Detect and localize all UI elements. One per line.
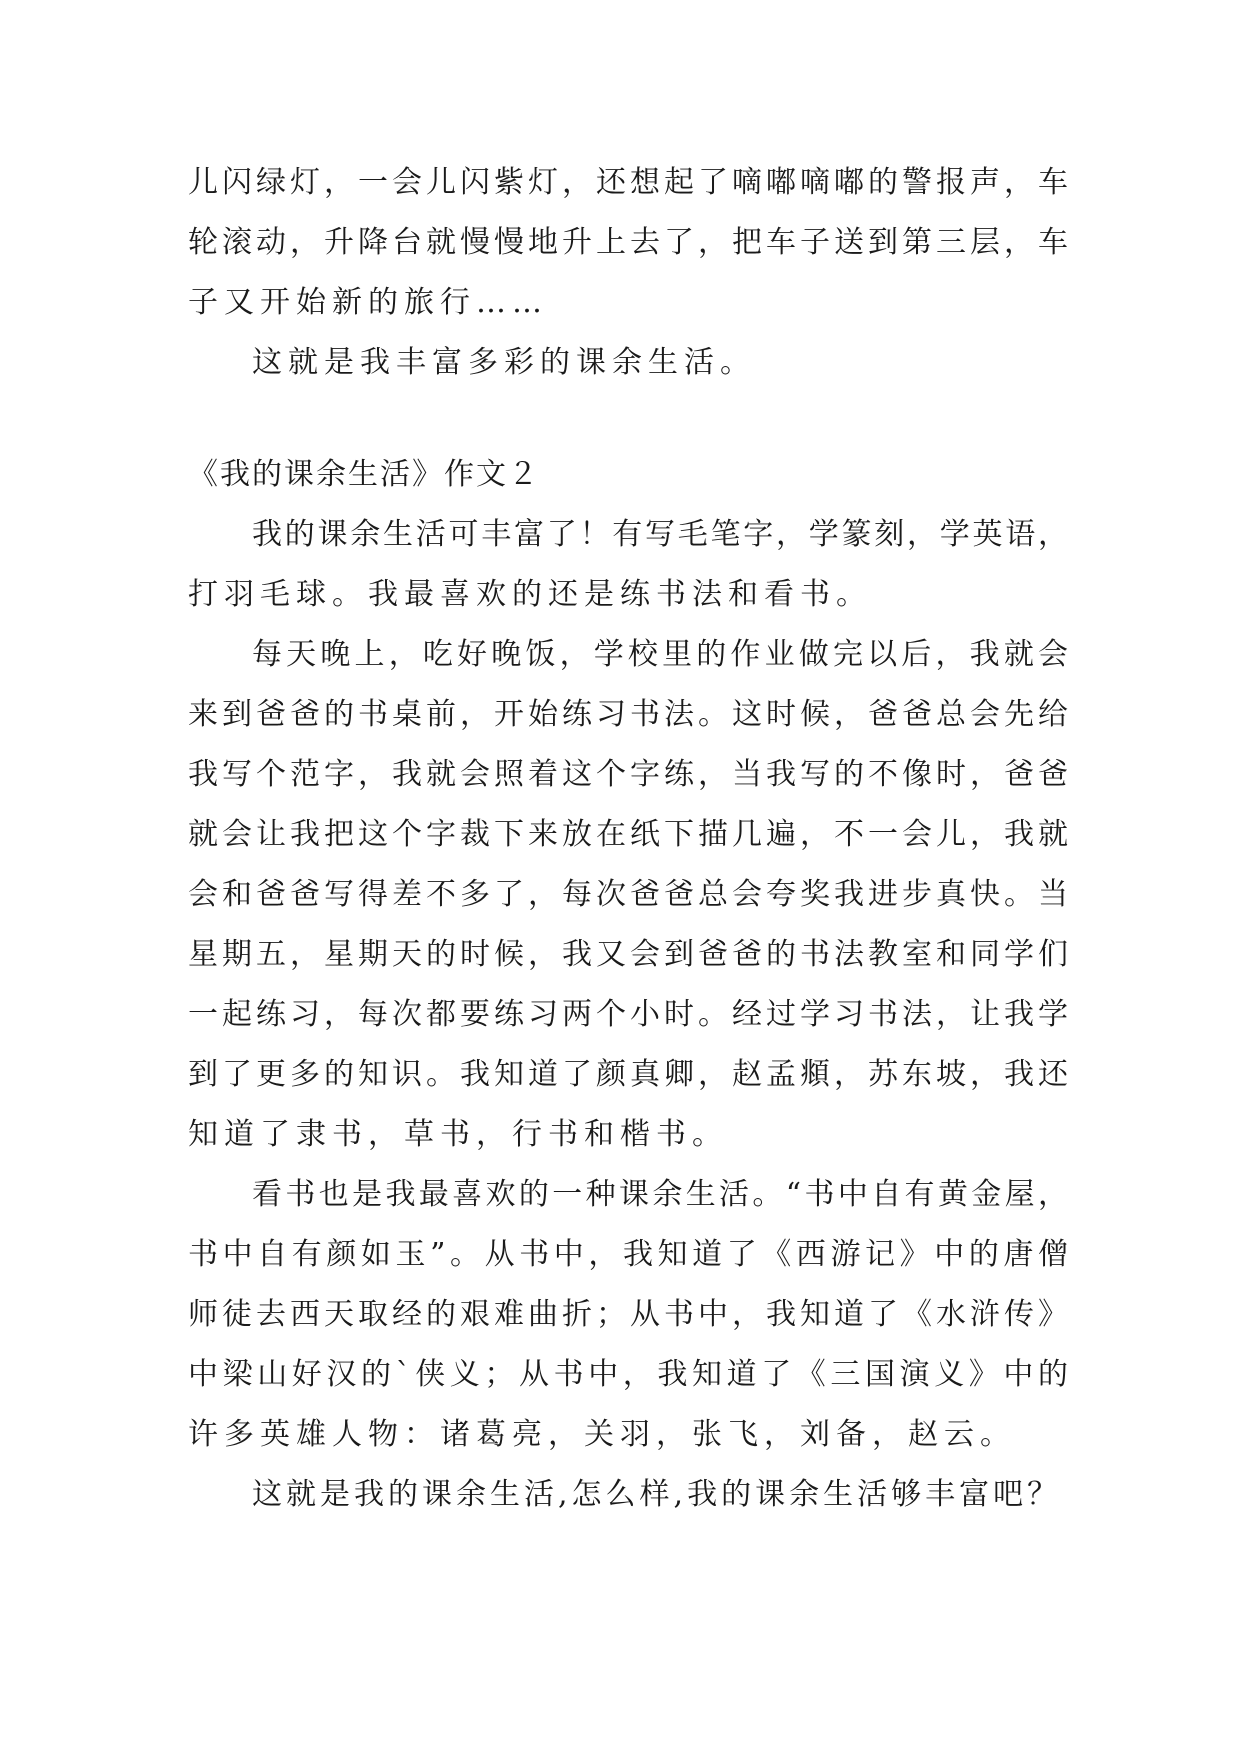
paragraph-line: 会和爸爸写得差不多了，每次爸爸总会夸奖我进步真快。当 <box>188 877 1068 912</box>
paragraph-line: 知道了隶书，草书，行书和楷书。 <box>188 1117 728 1152</box>
paragraph-line: 师徒去西天取经的艰难曲折；从书中，我知道了《水浒传》 <box>188 1297 1068 1332</box>
paragraph-line: 书中自有颜如玉”。从书中，我知道了《西游记》中的唐僧 <box>188 1237 1068 1272</box>
paragraph-line: 来到爸爸的书桌前，开始练习书法。这时候，爸爸总会先给 <box>188 697 1068 732</box>
paragraph-line: 每天晚上，吃好晚饭，学校里的作业做完以后，我就会 <box>252 637 1068 672</box>
text-line: 轮滚动，升降台就慢慢地升上去了，把车子送到第三层，车 <box>188 225 1068 260</box>
paragraph-line: 就会让我把这个字裁下来放在纸下描几遍，不一会儿，我就 <box>188 817 1068 852</box>
paragraph-line: 中梁山好汉的`侠义；从书中，我知道了《三国演义》中的 <box>188 1357 1068 1392</box>
paragraph-line: 星期五，星期天的时候，我又会到爸爸的书法教室和同学们 <box>188 937 1068 972</box>
closing-line: 这就是我的课余生活,怎么样,我的课余生活够丰富吧？ <box>252 1477 1062 1512</box>
paragraph-line: 到了更多的知识。我知道了颜真卿，赵孟頫，苏东坡，我还 <box>188 1057 1068 1092</box>
closing-line: 这就是我丰富多彩的课余生活。 <box>252 345 756 380</box>
paragraph-line: 我的课余生活可丰富了！有写毛笔字，学篆刻，学英语， <box>252 517 1068 552</box>
text-line: 子又开始新的旅行…… <box>188 285 548 320</box>
paragraph-line: 打羽毛球。我最喜欢的还是练书法和看书。 <box>188 577 872 612</box>
paragraph-line: 许多英雄人物：诸葛亮，关羽，张飞，刘备，赵云。 <box>188 1417 1016 1452</box>
paragraph-line: 我写个范字，我就会照着这个字练，当我写的不像时，爸爸 <box>188 757 1068 792</box>
paragraph-line: 看书也是我最喜欢的一种课余生活。“书中自有黄金屋， <box>252 1177 1068 1212</box>
text-line: 儿闪绿灯，一会儿闪紫灯，还想起了嘀嘟嘀嘟的警报声，车 <box>188 165 1068 200</box>
essay-title: 《我的课余生活》作文２ <box>188 457 540 492</box>
paragraph-line: 一起练习，每次都要练习两个小时。经过学习书法，让我学 <box>188 997 1068 1032</box>
